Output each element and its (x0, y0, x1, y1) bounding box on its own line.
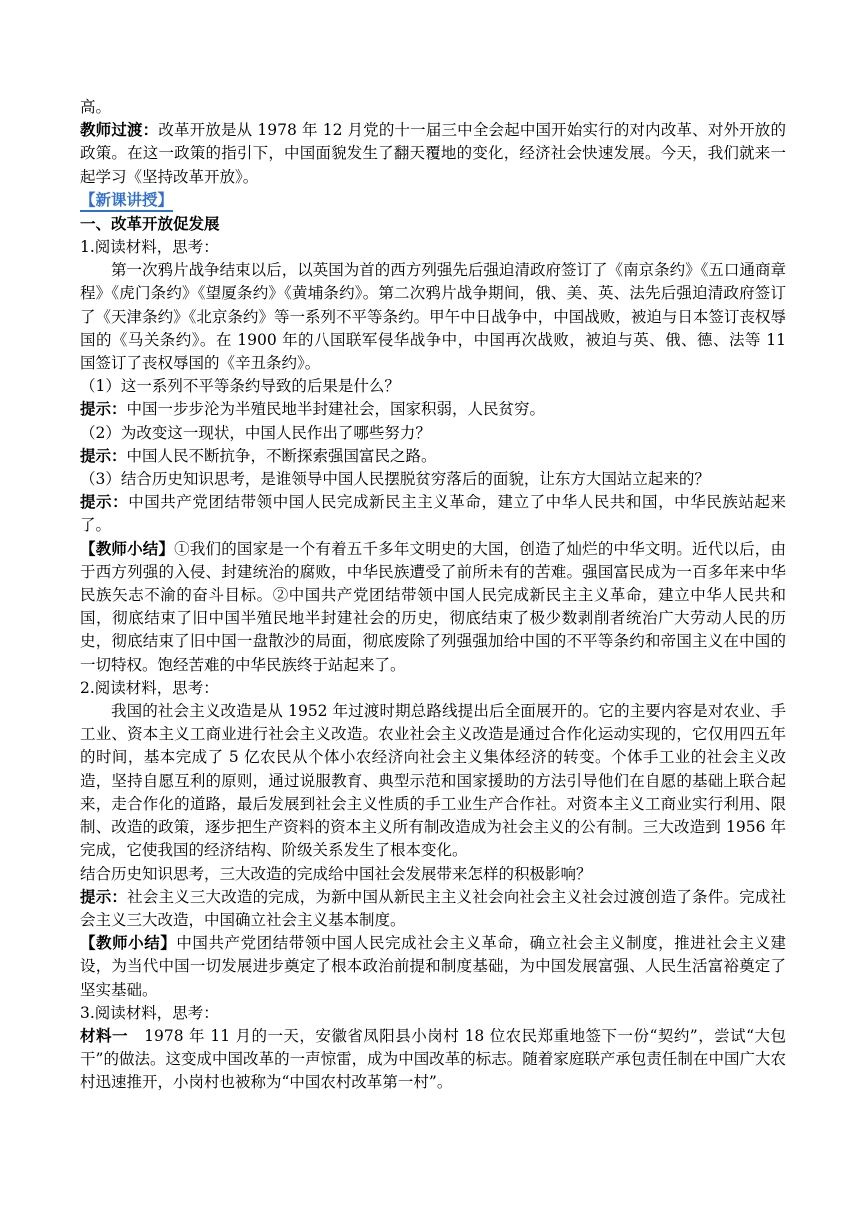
question-4: 结合历史知识思考，三大改造的完成给中国社会发展带来怎样的积极影响？ (80, 864, 592, 883)
new-lesson-tag: 【新课讲授】 (80, 190, 173, 212)
item-2-material: 我国的社会主义改造是从 1952 年过渡时期总路线提出后全面展开的。它的主要内容是对农业、手工业、资本主义工商业进行社会主义改造。农业社会主义改造是通过合作化运动实现的，它仅用四五年的时间，基本完成了 5 亿农民从个体小农经济向社会主义集体经济的转变。个体手工业的社会主义改造，坚持自愿互利的原则，通过说服教育、典型示范和国家援助的方法引导他们在自愿的基础上联合起来，走合作化的道路，最后发展到社会主义性质的手工业生产合作社。对资本主义工商业实行利用、限制、改造的政策，逐步把生产资料的资本主义所有制改造成为社会主义的公有制。三大改造到 1956 年完成，它使我国的经济结构、阶级关系发生了根本变化。 (80, 702, 786, 860)
hint-label: 提示： (80, 446, 127, 465)
answer-1-text: 中国一步步沦为半殖民地半封建社会，国家积弱，人民贫穷。 (126, 400, 546, 419)
answer-3 (80, 491, 786, 537)
item-2-title: 2.阅读材料，思考： (80, 678, 219, 697)
answer-2-text: 中国人民不断抗争，不断探索强国富民之路。 (126, 446, 437, 465)
document-page (80, 96, 786, 1095)
item-1-title: 1.阅读材料，思考： (80, 238, 219, 257)
section-1-title: 一、改革开放促发展 (80, 214, 220, 233)
material-1-text: 1978 年 11 月的一天，安徽省凤阳县小岗村 18 位农民郑重地签下一份“契约”，尝试“大包干”的做法。这变成中国改革的一声惊雷，成为中国改革的标志。随着家庭联产承包责任制在中国广大农村迅速推开，小岗村也被称为“中国农村改革第一村”。 (80, 1026, 786, 1092)
paragraph-continuation: 高。 (80, 98, 112, 116)
teacher-summary-1 (80, 538, 786, 677)
summary-label: 【教师小结】 (80, 539, 175, 558)
item-1-material: 第一次鸦片战争结束以后，以英国为首的西方列强先后强迫清政府签订了《南京条约》《五口通商章程》《虎门条约》《望厦条约》《黄埔条约》。第二次鸦片战争期间，俄、美、英、法先后强迫清政府签订了《天津条约》《北京条约》等一系列不平等条约。甲午中日战争中，中国战败，被迫与日本签订丧权辱国的《马关条约》。在 1900 年的八国联军侵华战争中，中国再次战败，被迫与英、俄、德、法等 11 国签订了丧权辱国的《辛丑条约》。 (80, 261, 786, 373)
teacher-transition (80, 119, 786, 189)
answer-4-text: 社会主义三大改造的完成，为新中国从新民主主义社会向社会主义社会过渡创造了条件。完成社会主义三大改造，中国确立社会主义基本制度。 (80, 887, 786, 929)
answer-4 (80, 886, 786, 932)
question-2: （2）为改变这一现状，中国人民作出了哪些努力？ (80, 423, 431, 442)
answer-2 (80, 445, 786, 468)
answer-1 (80, 398, 786, 421)
hint-label: 提示： (80, 887, 128, 906)
answer-3-text: 中国共产党团结带领中国人民完成新民主主义革命，建立了中华人民共和国，中华民族站起来了。 (80, 493, 786, 535)
material-1 (80, 1025, 786, 1095)
hint-label: 提示： (80, 400, 127, 419)
teacher-summary-2 (80, 932, 786, 1002)
transition-text: 改革开放是从 1978 年 12 月党的十一届三中全会起中国开始实行的对内改革、对外开放的政策。在这一政策的指引下，中国面貌发生了翻天覆地的变化，经济社会快速发展。今天，我们就来一起学习《坚持改革开放》。 (80, 121, 786, 186)
new-lesson-heading (80, 189, 786, 213)
transition-label: 教师过渡： (80, 121, 159, 140)
item-3-title: 3.阅读材料，思考： (80, 1003, 219, 1022)
material-1-label: 材料一 (80, 1026, 128, 1045)
hint-label: 提示： (80, 493, 129, 512)
summary-2-text: 中国共产党团结带领中国人民完成社会主义革命，确立社会主义制度，推进社会主义建设，为当代中国一切发展进步奠定了根本政治前提和制度基础，为中国发展富强、人民生活富裕奠定了坚实基础。 (80, 934, 786, 999)
summary-label: 【教师小结】 (80, 934, 177, 953)
question-1: （1）这一系列不平等条约导致的后果是什么？ (80, 377, 400, 396)
summary-1-text: ①我们的国家是一个有着五千多年文明史的大国，创造了灿烂的中华文明。近代以后，由于西方列强的入侵、封建统治的腐败，中华民族遭受了前所未有的苦难。强国富民成为一百多年来中华民族矢志不渝的奋斗目标。②中国共产党团结带领中国人民完成新民主主义革命，建立中华人民共和国，彻底结束了旧中国半殖民地半封建社会的历史，彻底结束了极少数剥削者统治广大劳动人民的历史，彻底结束了旧中国一盘散沙的局面，彻底废除了列强强加给中国的不平等条约和帝国主义在中国的一切特权。饱经苦难的中华民族终于站起来了。 (80, 539, 786, 674)
question-3: （3）结合历史知识思考，是谁领导中国人民摆脱贫穷落后的面貌，让东方大国站立起来的？ (80, 470, 710, 489)
